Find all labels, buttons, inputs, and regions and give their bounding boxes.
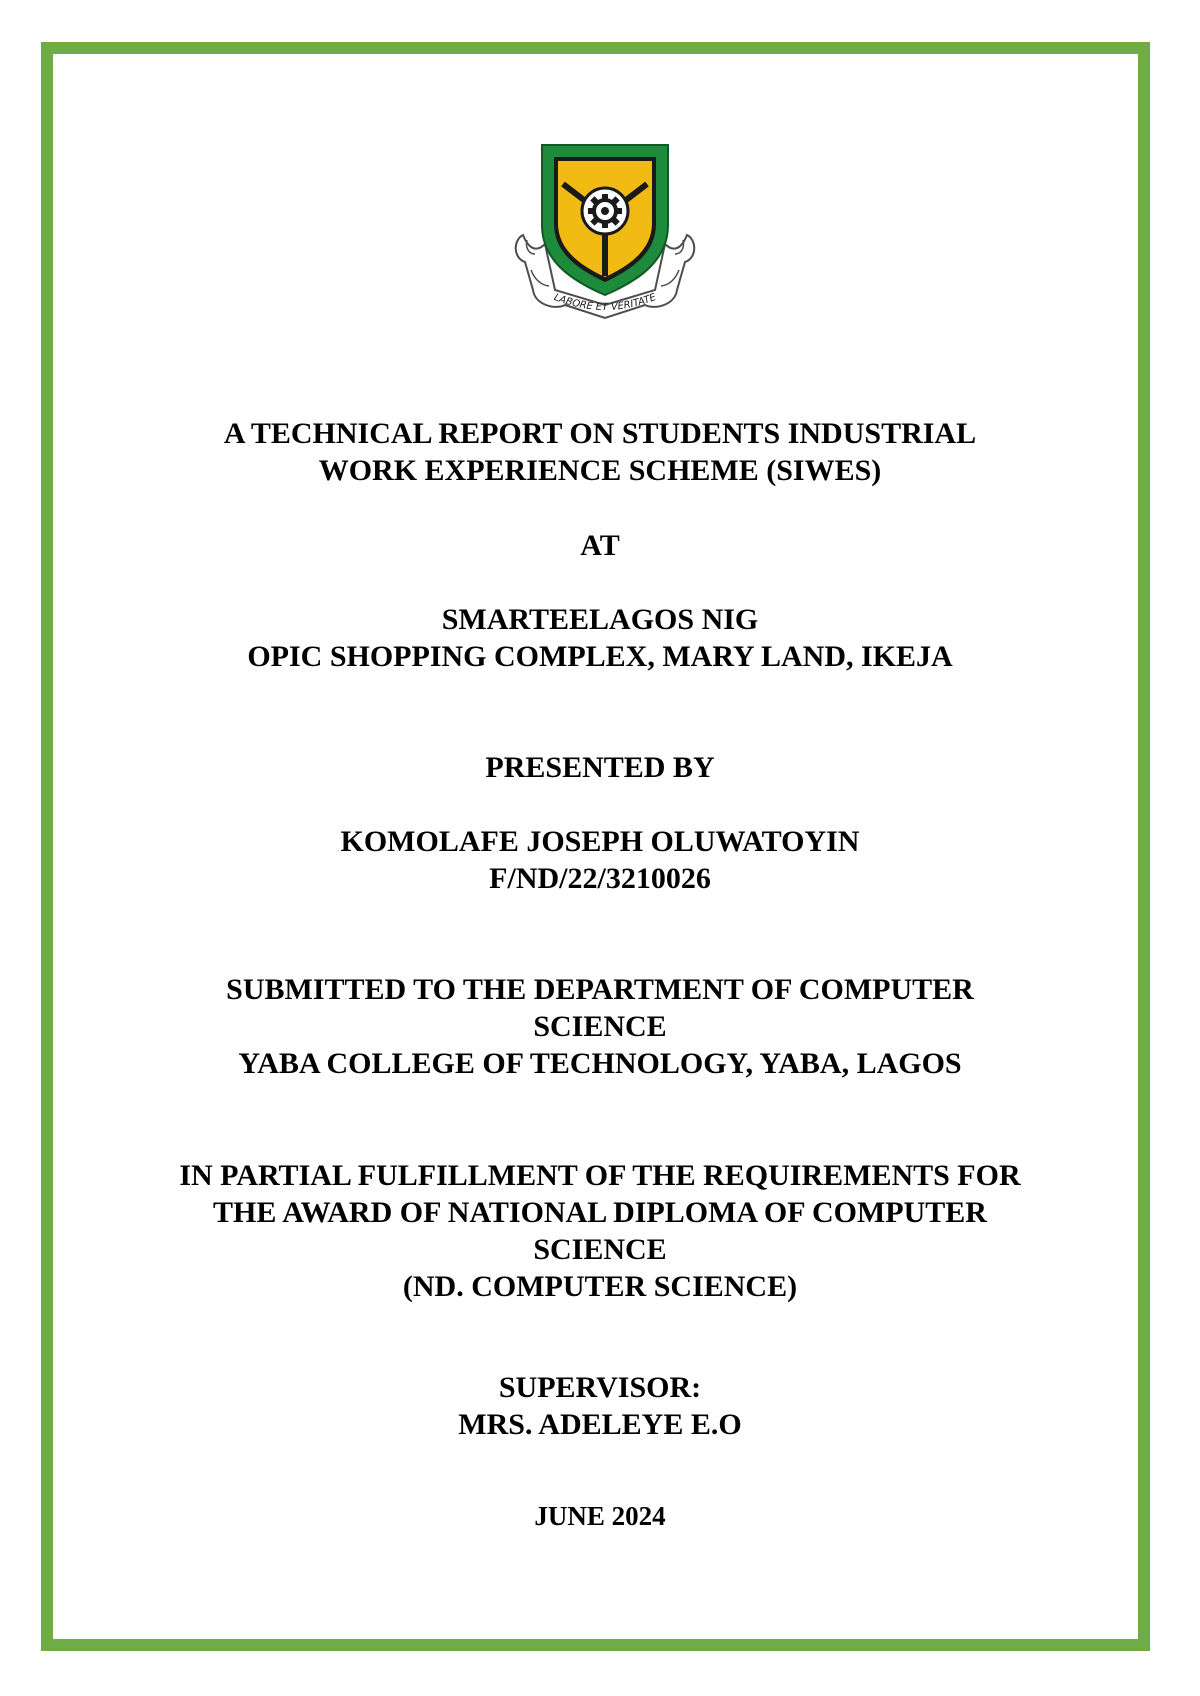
company-address: OPIC SHOPPING COMPLEX, MARY LAND, IKEJA [247, 640, 953, 673]
presented-by-label: PRESENTED BY [485, 751, 715, 784]
student-name: KOMOLAFE JOSEPH OLUWATOYIN [340, 825, 860, 858]
submitted-line-1: SUBMITTED TO THE DEPARTMENT OF COMPUTER [226, 973, 974, 1006]
fulfillment-line-1: IN PARTIAL FULFILLMENT OF THE REQUIREMENTS FOR [179, 1159, 1021, 1192]
supervisor-block [60, 1369, 1140, 1443]
report-title-line-2: WORK EXPERIENCE SCHEME (SIWES) [318, 454, 882, 487]
fulfillment-line-4: (ND. COMPUTER SCIENCE) [402, 1270, 798, 1303]
company-name: SMARTEELAGOS NIG [441, 603, 759, 636]
submitted-block [60, 971, 1140, 1082]
fulfillment-line-2: THE AWARD OF NATIONAL DIPLOMA OF COMPUTER [213, 1196, 987, 1229]
submitted-line-3: YABA COLLEGE OF TECHNOLOGY, YABA, LAGOS [238, 1047, 962, 1080]
crest-motto: LABORE ET VERITATE [552, 292, 658, 314]
student-matric-no: F/ND/22/3210026 [489, 862, 711, 895]
college-crest-icon [505, 140, 705, 340]
fulfillment-block [60, 1157, 1140, 1305]
student-block [60, 823, 1140, 897]
report-title-line-1: A TECHNICAL REPORT ON STUDENTS INDUSTRIAL [223, 417, 977, 450]
fulfillment-line-3: SCIENCE [533, 1233, 667, 1266]
at-label: AT [580, 529, 620, 562]
company-block [60, 601, 1140, 675]
submitted-line-2: SCIENCE [533, 1010, 667, 1043]
supervisor-label: SUPERVISOR: [498, 1371, 702, 1404]
report-date: JUNE 2024 [534, 1501, 666, 1531]
report-title [60, 415, 1140, 489]
supervisor-name: MRS. ADELEYE E.O [458, 1408, 742, 1441]
